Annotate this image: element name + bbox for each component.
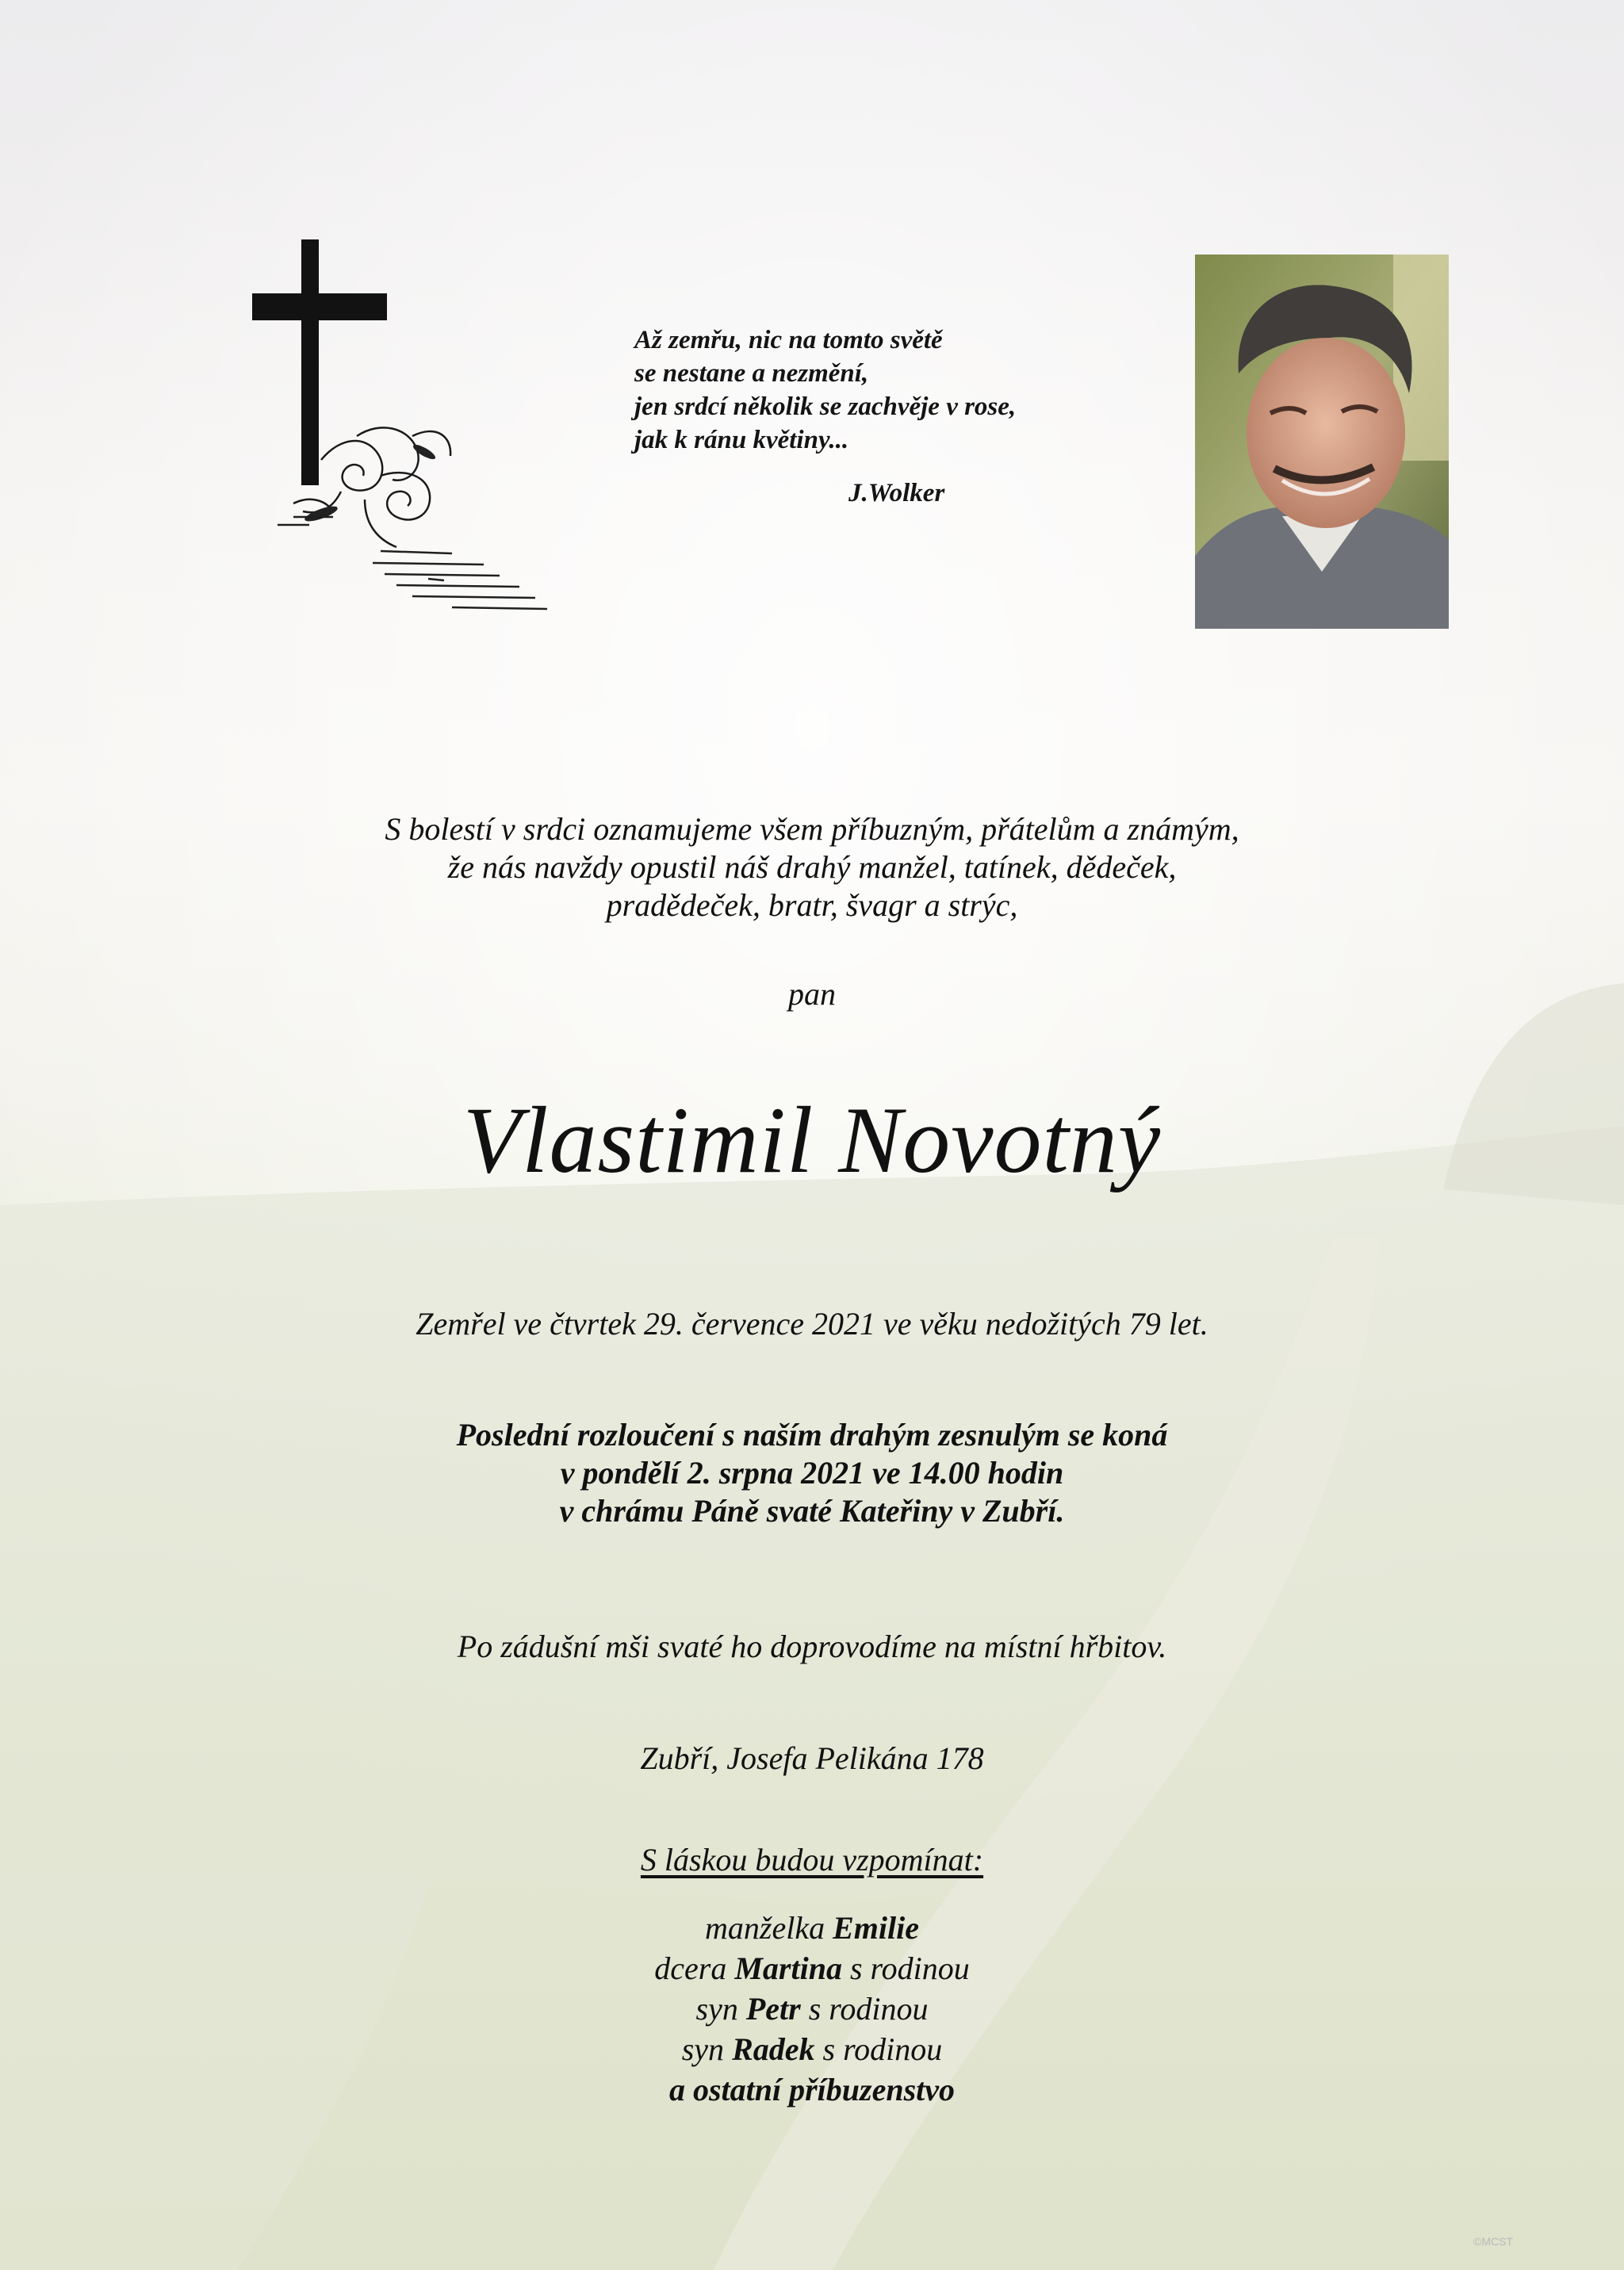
ceremony-line-1: Poslední rozloučení s naším drahým zesnulým se koná <box>456 1417 1168 1453</box>
cross-with-rose-icon <box>246 238 555 618</box>
mourner-relation: manželka <box>705 1910 833 1946</box>
mourner-item <box>0 1908 1624 1948</box>
mourner-suffix: s rodinou <box>841 1950 970 1986</box>
ceremony-line-2: v pondělí 2. srpna 2021 ve 14.00 hodin <box>560 1455 1064 1491</box>
mourners-list <box>0 1908 1624 2110</box>
death-info: Zemřel ve čtvrtek 29. července 2021 ve věku nedožitých 79 let. <box>416 1306 1208 1342</box>
mourner-item <box>0 1989 1624 2029</box>
quote-line-2: se nestane a nezmění, <box>634 359 869 388</box>
title-word: pan <box>788 976 836 1012</box>
quote-author: J.Wolker <box>848 479 945 507</box>
remember-title-text: S láskou budou vzpomínat: <box>640 1842 984 1878</box>
copyright-mark: ©MCST <box>1473 2235 1513 2248</box>
quote-line-1: Až zemřu, nic na tomto světě <box>634 326 943 354</box>
mass-info: Po zádušní mši svaté ho doprovodíme na místní hřbitov. <box>457 1629 1167 1664</box>
ceremony-line-3: v chrámu Páně svaté Kateřiny v Zubří. <box>559 1493 1065 1529</box>
mourner-name: Petr <box>745 1991 801 2027</box>
poem-quote <box>634 323 1126 510</box>
mourner-item <box>0 1948 1624 1989</box>
announcement-line-2: že nás navždy opustil náš drahý manžel, tatínek, dědeček, <box>447 849 1177 885</box>
ceremony-info <box>0 1416 1624 1530</box>
announcement-text <box>0 810 1624 924</box>
address: Zubří, Josefa Pelikána 178 <box>640 1740 984 1776</box>
deceased-name: Vlastimil Novotný <box>462 1087 1162 1192</box>
quote-line-3: jen srdcí několik se zachvěje v rose, <box>634 392 1017 421</box>
mourner-relation: dcera <box>654 1950 735 1986</box>
mourner-suffix: s rodinou <box>814 2031 943 2067</box>
remember-title <box>0 1841 1624 1878</box>
quote-line-4: jak k ránu květiny... <box>634 426 849 454</box>
mourner-relation: syn <box>681 2031 733 2067</box>
mourner-relation: syn <box>695 1991 746 2027</box>
mourner-name: Emilie <box>833 1910 919 1946</box>
announcement-line-3: pradědeček, bratr, švagr a strýc, <box>606 887 1018 923</box>
mourner-item <box>0 2029 1624 2069</box>
announcement-line-1: S bolestí v srdci oznamujeme všem příbuzným, přátelům a známým, <box>385 811 1239 847</box>
mourner-suffix: s rodinou <box>800 1991 929 2027</box>
mourner-name: Martina <box>734 1950 842 1986</box>
mourners-closing: a ostatní příbuzenstvo <box>668 2072 956 2107</box>
mourner-name: Radek <box>732 2031 815 2067</box>
portrait-photo <box>1195 255 1449 629</box>
